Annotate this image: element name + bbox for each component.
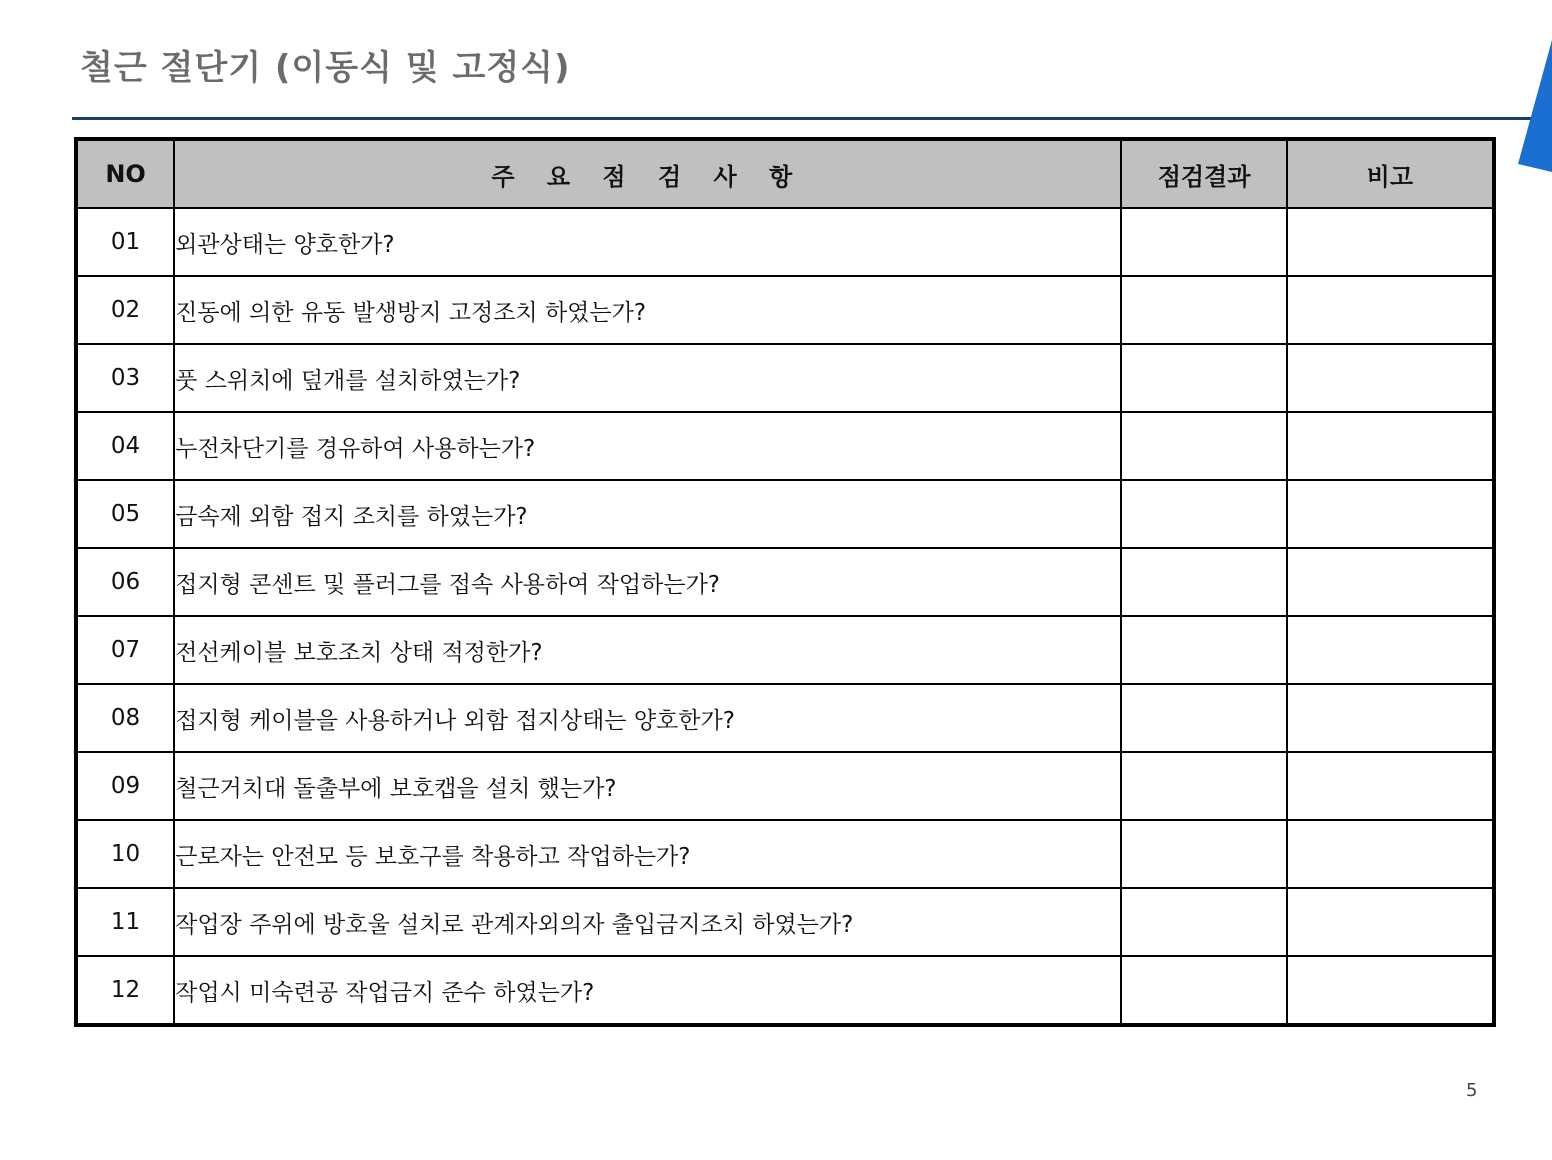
row-number: 10 xyxy=(76,820,174,888)
check-item: 접지형 콘센트 및 플러그를 접속 사용하여 작업하는가? xyxy=(174,548,1121,616)
table-row xyxy=(76,616,1494,684)
table-row xyxy=(76,684,1494,752)
table-row xyxy=(76,344,1494,412)
row-number: 02 xyxy=(76,276,174,344)
row-number: 07 xyxy=(76,616,174,684)
check-item: 풋 스위치에 덮개를 설치하였는가? xyxy=(174,344,1121,412)
page-number: 5 xyxy=(1466,1080,1478,1101)
result-cell[interactable] xyxy=(1121,412,1286,480)
remark-cell[interactable] xyxy=(1287,616,1494,684)
result-cell[interactable] xyxy=(1121,616,1286,684)
table-row xyxy=(76,412,1494,480)
remark-cell[interactable] xyxy=(1287,684,1494,752)
check-item: 근로자는 안전모 등 보호구를 착용하고 작업하는가? xyxy=(174,820,1121,888)
result-cell[interactable] xyxy=(1121,548,1286,616)
remark-cell[interactable] xyxy=(1287,548,1494,616)
table-row xyxy=(76,480,1494,548)
header-remark: 비고 xyxy=(1287,139,1494,208)
result-cell[interactable] xyxy=(1121,208,1286,276)
result-cell[interactable] xyxy=(1121,820,1286,888)
check-item: 작업시 미숙련공 작업금지 준수 하였는가? xyxy=(174,956,1121,1025)
remark-cell[interactable] xyxy=(1287,480,1494,548)
title-divider xyxy=(72,117,1534,120)
header-no: NO xyxy=(76,139,174,208)
table-row xyxy=(76,888,1494,956)
table-row xyxy=(76,548,1494,616)
row-number: 06 xyxy=(76,548,174,616)
result-cell[interactable] xyxy=(1121,344,1286,412)
table-header-row xyxy=(76,139,1494,208)
result-cell[interactable] xyxy=(1121,956,1286,1025)
table-row xyxy=(76,276,1494,344)
check-item: 접지형 케이블을 사용하거나 외함 접지상태는 양호한가? xyxy=(174,684,1121,752)
row-number: 04 xyxy=(76,412,174,480)
remark-cell[interactable] xyxy=(1287,956,1494,1025)
row-number: 05 xyxy=(76,480,174,548)
inspection-checklist-table xyxy=(74,137,1496,1027)
result-cell[interactable] xyxy=(1121,276,1286,344)
check-item: 외관상태는 양호한가? xyxy=(174,208,1121,276)
row-number: 03 xyxy=(76,344,174,412)
result-cell[interactable] xyxy=(1121,888,1286,956)
header-result: 점검결과 xyxy=(1121,139,1286,208)
remark-cell[interactable] xyxy=(1287,888,1494,956)
row-number: 12 xyxy=(76,956,174,1025)
remark-cell[interactable] xyxy=(1287,208,1494,276)
row-number: 11 xyxy=(76,888,174,956)
check-item: 누전차단기를 경유하여 사용하는가? xyxy=(174,412,1121,480)
header-item: 주 요 점 검 사 항 xyxy=(174,139,1121,208)
remark-cell[interactable] xyxy=(1287,412,1494,480)
remark-cell[interactable] xyxy=(1287,344,1494,412)
table-row xyxy=(76,752,1494,820)
row-number: 09 xyxy=(76,752,174,820)
check-item: 금속제 외함 접지 조치를 하였는가? xyxy=(174,480,1121,548)
row-number: 08 xyxy=(76,684,174,752)
table-row xyxy=(76,820,1494,888)
result-cell[interactable] xyxy=(1121,752,1286,820)
table-row xyxy=(76,208,1494,276)
page-title: 철근 절단기 (이동식 및 고정식) xyxy=(80,48,571,88)
row-number: 01 xyxy=(76,208,174,276)
remark-cell[interactable] xyxy=(1287,276,1494,344)
remark-cell[interactable] xyxy=(1287,820,1494,888)
check-item: 작업장 주위에 방호울 설치로 관계자외의자 출입금지조치 하였는가? xyxy=(174,888,1121,956)
table-row xyxy=(76,956,1494,1025)
result-cell[interactable] xyxy=(1121,480,1286,548)
check-item: 진동에 의한 유동 발생방지 고정조치 하였는가? xyxy=(174,276,1121,344)
result-cell[interactable] xyxy=(1121,684,1286,752)
remark-cell[interactable] xyxy=(1287,752,1494,820)
check-item: 철근거치대 돌출부에 보호캡을 설치 했는가? xyxy=(174,752,1121,820)
corner-accent-icon xyxy=(1518,40,1552,172)
check-item: 전선케이블 보호조치 상태 적정한가? xyxy=(174,616,1121,684)
